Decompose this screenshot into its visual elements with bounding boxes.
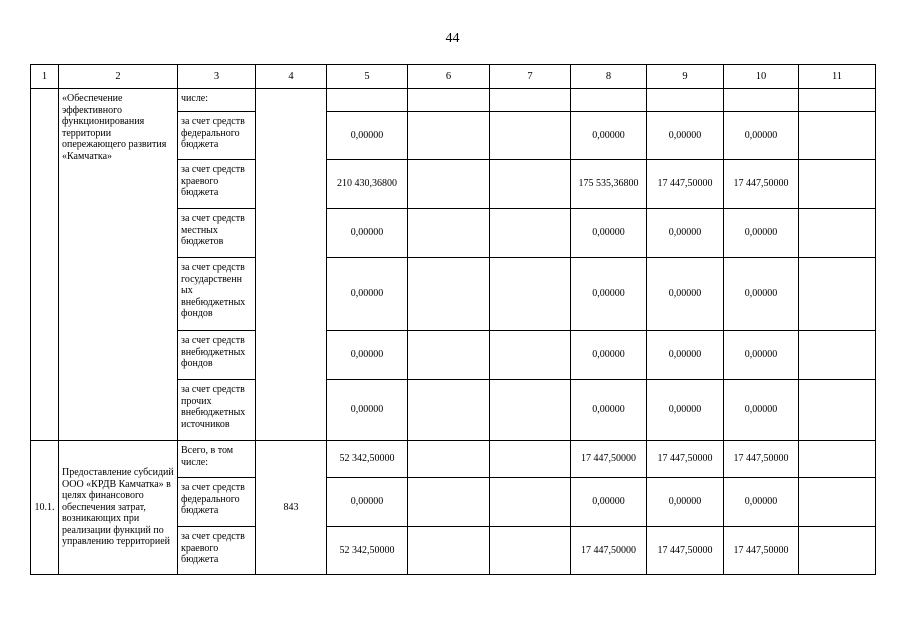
funding-source-cell: за счет средств государственн ых внебюджетных фондов: [178, 258, 256, 331]
value-cell: [799, 209, 876, 258]
value-cell: [647, 89, 724, 112]
value-cell: [490, 527, 571, 575]
value-cell: 0,00000: [327, 258, 408, 331]
header-cell: 6: [408, 65, 490, 89]
value-cell: [799, 160, 876, 209]
value-cell: [408, 209, 490, 258]
value-cell: [408, 89, 490, 112]
value-cell: 17 447,50000: [724, 441, 799, 478]
value-cell: [408, 380, 490, 441]
value-cell: 0,00000: [571, 209, 647, 258]
value-cell: 17 447,50000: [571, 527, 647, 575]
value-cell: 17 447,50000: [647, 441, 724, 478]
value-cell: [490, 478, 571, 527]
event-name-cell: «Обеспечение эффективного функционирования территории опережающего развития «Камчатка»: [59, 89, 178, 441]
value-cell: [724, 89, 799, 112]
value-cell: 0,00000: [647, 478, 724, 527]
header-cell: 8: [571, 65, 647, 89]
value-cell: 0,00000: [647, 112, 724, 160]
header-cell: 11: [799, 65, 876, 89]
value-cell: [490, 112, 571, 160]
value-cell: 17 447,50000: [724, 160, 799, 209]
funding-source-cell: за счет средств федерального бюджета: [178, 112, 256, 160]
value-cell: 0,00000: [724, 331, 799, 380]
value-cell: [408, 258, 490, 331]
value-cell: [490, 331, 571, 380]
value-cell: 0,00000: [327, 112, 408, 160]
value-cell: 0,00000: [327, 380, 408, 441]
funding-source-cell: за счет средств местных бюджетов: [178, 209, 256, 258]
value-cell: 52 342,50000: [327, 527, 408, 575]
header-row: [31, 65, 876, 89]
code-cell: [256, 89, 327, 441]
funding-source-cell: за счет средств внебюджетных фондов: [178, 331, 256, 380]
value-cell: [571, 89, 647, 112]
header-cell: 3: [178, 65, 256, 89]
header-cell: 7: [490, 65, 571, 89]
value-cell: 0,00000: [571, 380, 647, 441]
value-cell: [408, 112, 490, 160]
value-cell: [408, 441, 490, 478]
value-cell: 17 447,50000: [724, 527, 799, 575]
value-cell: 52 342,50000: [327, 441, 408, 478]
value-cell: [799, 331, 876, 380]
value-cell: [799, 441, 876, 478]
value-cell: 0,00000: [571, 331, 647, 380]
value-cell: 0,00000: [647, 331, 724, 380]
value-cell: 0,00000: [327, 331, 408, 380]
value-cell: 0,00000: [571, 112, 647, 160]
value-cell: 0,00000: [724, 209, 799, 258]
value-cell: 210 430,36800: [327, 160, 408, 209]
value-cell: 0,00000: [647, 380, 724, 441]
value-cell: [327, 89, 408, 112]
event-name-cell: Предоставление субсидий ООО «КРДВ Камчатка» в целях финансового обеспечения затрат, возникающих при реализации функций по управлению территорией: [59, 441, 178, 575]
value-cell: 0,00000: [647, 258, 724, 331]
value-cell: 0,00000: [571, 258, 647, 331]
value-cell: 0,00000: [647, 209, 724, 258]
funding-source-cell: за счет средств краевого бюджета: [178, 527, 256, 575]
value-cell: [408, 160, 490, 209]
header-cell: 2: [59, 65, 178, 89]
value-cell: 17 447,50000: [647, 160, 724, 209]
value-cell: [490, 258, 571, 331]
value-cell: 0,00000: [327, 478, 408, 527]
header-cell: 10: [724, 65, 799, 89]
funding-source-cell: числе:: [178, 89, 256, 112]
value-cell: [408, 331, 490, 380]
header-cell: 5: [327, 65, 408, 89]
value-cell: 175 535,36800: [571, 160, 647, 209]
value-cell: 0,00000: [571, 478, 647, 527]
value-cell: 0,00000: [327, 209, 408, 258]
value-cell: 0,00000: [724, 112, 799, 160]
value-cell: [490, 441, 571, 478]
value-cell: [799, 112, 876, 160]
value-cell: [408, 478, 490, 527]
value-cell: [799, 258, 876, 331]
funding-source-cell: Всего, в том числе:: [178, 441, 256, 478]
header-cell: 1: [31, 65, 59, 89]
row-number-cell: [31, 89, 59, 441]
value-cell: 17 447,50000: [571, 441, 647, 478]
value-cell: 0,00000: [724, 380, 799, 441]
value-cell: [490, 89, 571, 112]
value-cell: [799, 527, 876, 575]
header-cell: 9: [647, 65, 724, 89]
value-cell: [799, 89, 876, 112]
budget-table: [30, 64, 876, 575]
funding-source-cell: за счет средств федерального бюджета: [178, 478, 256, 527]
funding-source-cell: за счет средств краевого бюджета: [178, 160, 256, 209]
table-row: [31, 441, 876, 478]
row-number-cell: 10.1.: [31, 441, 59, 575]
funding-source-cell: за счет средств прочих внебюджетных источников: [178, 380, 256, 441]
code-cell: 843: [256, 441, 327, 575]
value-cell: [490, 209, 571, 258]
value-cell: [408, 527, 490, 575]
value-cell: [490, 160, 571, 209]
value-cell: 17 447,50000: [647, 527, 724, 575]
value-cell: 0,00000: [724, 258, 799, 331]
value-cell: 0,00000: [724, 478, 799, 527]
value-cell: [799, 478, 876, 527]
header-cell: 4: [256, 65, 327, 89]
value-cell: [799, 380, 876, 441]
table-row: [31, 89, 876, 112]
value-cell: [490, 380, 571, 441]
page-number: 44: [445, 31, 460, 46]
